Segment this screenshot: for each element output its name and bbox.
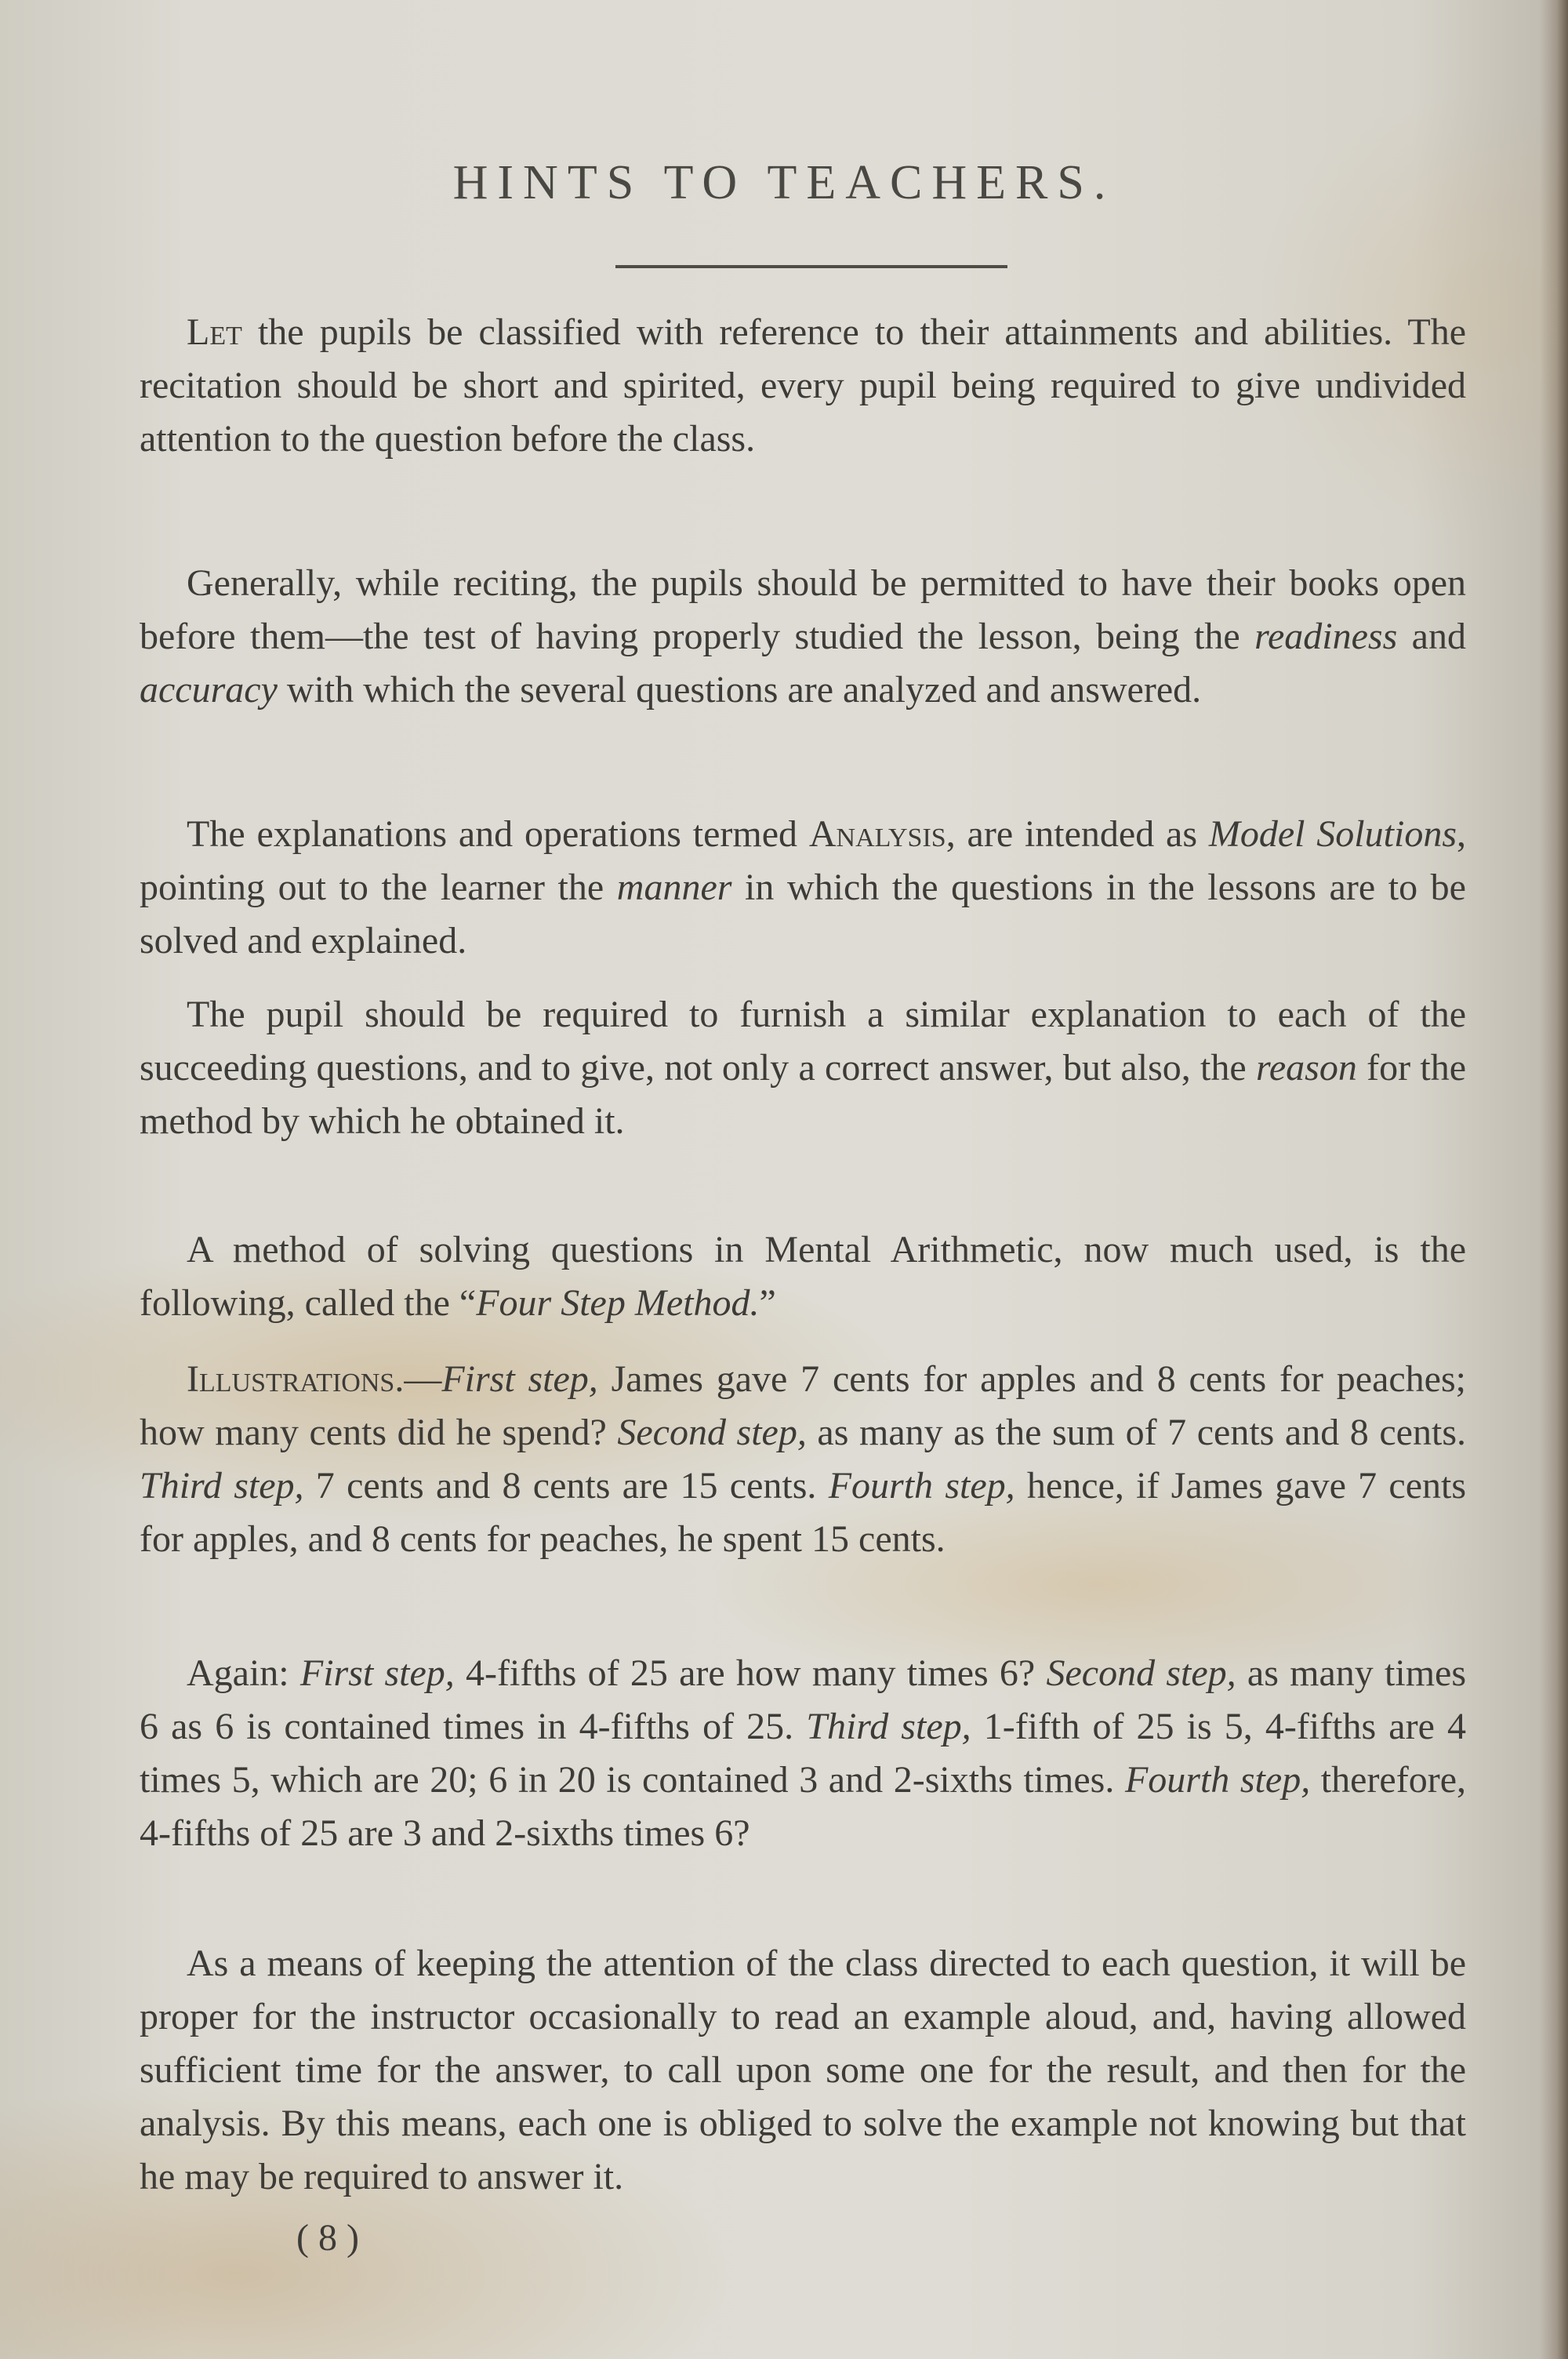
text-run: as many times 6 as 6 is contained times in 4-fifths of 25. — [140, 1652, 1467, 1747]
text-run: for the method by which he obtained it. — [140, 1047, 1467, 1142]
text-run: , are intended as — [946, 813, 1209, 855]
paragraph-analysis — [140, 808, 1466, 968]
text-run: The pupil should be required to furnish a similar explanation to each of the succeeding questions, and to give, not only a correct answer, but also, the — [140, 994, 1466, 1089]
italic-run: reason — [1255, 1047, 1357, 1089]
text-run: ” — [759, 1282, 776, 1324]
text-run: as many as the sum of 7 cents and 8 cents. — [806, 1412, 1466, 1453]
text-run: therefore, 4-fifths of 25 are 3 and 2-sixths times 6? — [140, 1759, 1467, 1854]
paragraph-attention — [140, 1937, 1466, 2204]
drop-word: Let — [187, 311, 242, 353]
text-run: 4-fifths of 25 are how many times 6? — [454, 1652, 1047, 1694]
text-run: The explanations and operations termed — [187, 813, 809, 855]
page-number: ( 8 ) — [296, 2217, 359, 2259]
text-run: — — [404, 1358, 442, 1400]
paragraph-open-books — [140, 557, 1466, 717]
italic-run: Fourth step, — [1124, 1759, 1311, 1801]
text-run: 1-fifth of 25 is 5, 4-fifths are 4 times 5, which are 20; 6 in 20 is contained 3 and 2-sixths times. — [140, 1706, 1466, 1801]
text-run: , pointing out to the learner the — [140, 813, 1466, 908]
text-run: Generally, while reciting, the pupils should be permitted to have their books open before them—the test of having properly studied the lesson, being the — [140, 562, 1466, 657]
small-caps-run: Illustrations. — [187, 1358, 405, 1400]
paragraph-four-step-method — [140, 1223, 1466, 1330]
small-caps-run: Analysis — [808, 813, 946, 855]
text-run: hence, if James gave 7 cents for apples, and 8 cents for peaches, he spent 15 cents. — [140, 1465, 1467, 1560]
paragraph-illustrations — [140, 1353, 1466, 1566]
paragraph-explanation — [140, 988, 1466, 1148]
italic-run: Second step, — [617, 1412, 807, 1453]
italic-run: Second step, — [1046, 1652, 1236, 1694]
italic-run: Model Solutions — [1208, 813, 1457, 855]
italic-run: Four Step Method. — [476, 1282, 760, 1324]
text-run: 7 cents and 8 cents are 15 cents. — [303, 1465, 829, 1507]
text-run: Again: — [187, 1652, 300, 1694]
italic-run: Third step, — [806, 1706, 971, 1747]
title-rule — [615, 265, 1007, 268]
italic-run: First step, — [299, 1652, 455, 1694]
paragraph-again — [140, 1647, 1466, 1860]
italic-run: accuracy — [140, 669, 278, 711]
text-run: As a means of keeping the attention of the class directed to each question, it will be proper for the instructor occasionally to read an example aloud, and, having allowed sufficient time for the answer, to call upon some one for the result, and then for the analysis. By this means, each one is obliged to solve the example not knowing but that he may be required to answer it. — [140, 1943, 1466, 2197]
text-run: and — [1397, 616, 1466, 657]
paragraph-classification — [140, 306, 1466, 466]
text-run: A method of solving questions in Mental Arithmetic, now much used, is the following, called the “ — [140, 1229, 1466, 1324]
italic-run: manner — [616, 867, 732, 908]
text-run: with which the several questions are analyzed and answered. — [277, 669, 1202, 711]
page-spine-shadow — [1540, 0, 1568, 2359]
paragraph-text: the pupils be classified with reference to their attainments and abilities. The recitation should be short and spirited, every pupil being required to give undivided attention to the question before the class. — [140, 311, 1466, 460]
text-run: in which the questions in the lessons are to be solved and explained. — [140, 867, 1466, 961]
italic-run: Fourth step, — [828, 1465, 1015, 1507]
italic-run: First step, — [441, 1358, 598, 1400]
page-title: HINTS TO TEACHERS. — [452, 156, 1116, 209]
italic-run: Third step, — [140, 1465, 304, 1507]
text-run: James gave 7 cents for apples and 8 cents for peaches; how many cents did he spend? — [140, 1358, 1467, 1453]
italic-run: readiness — [1254, 616, 1398, 657]
